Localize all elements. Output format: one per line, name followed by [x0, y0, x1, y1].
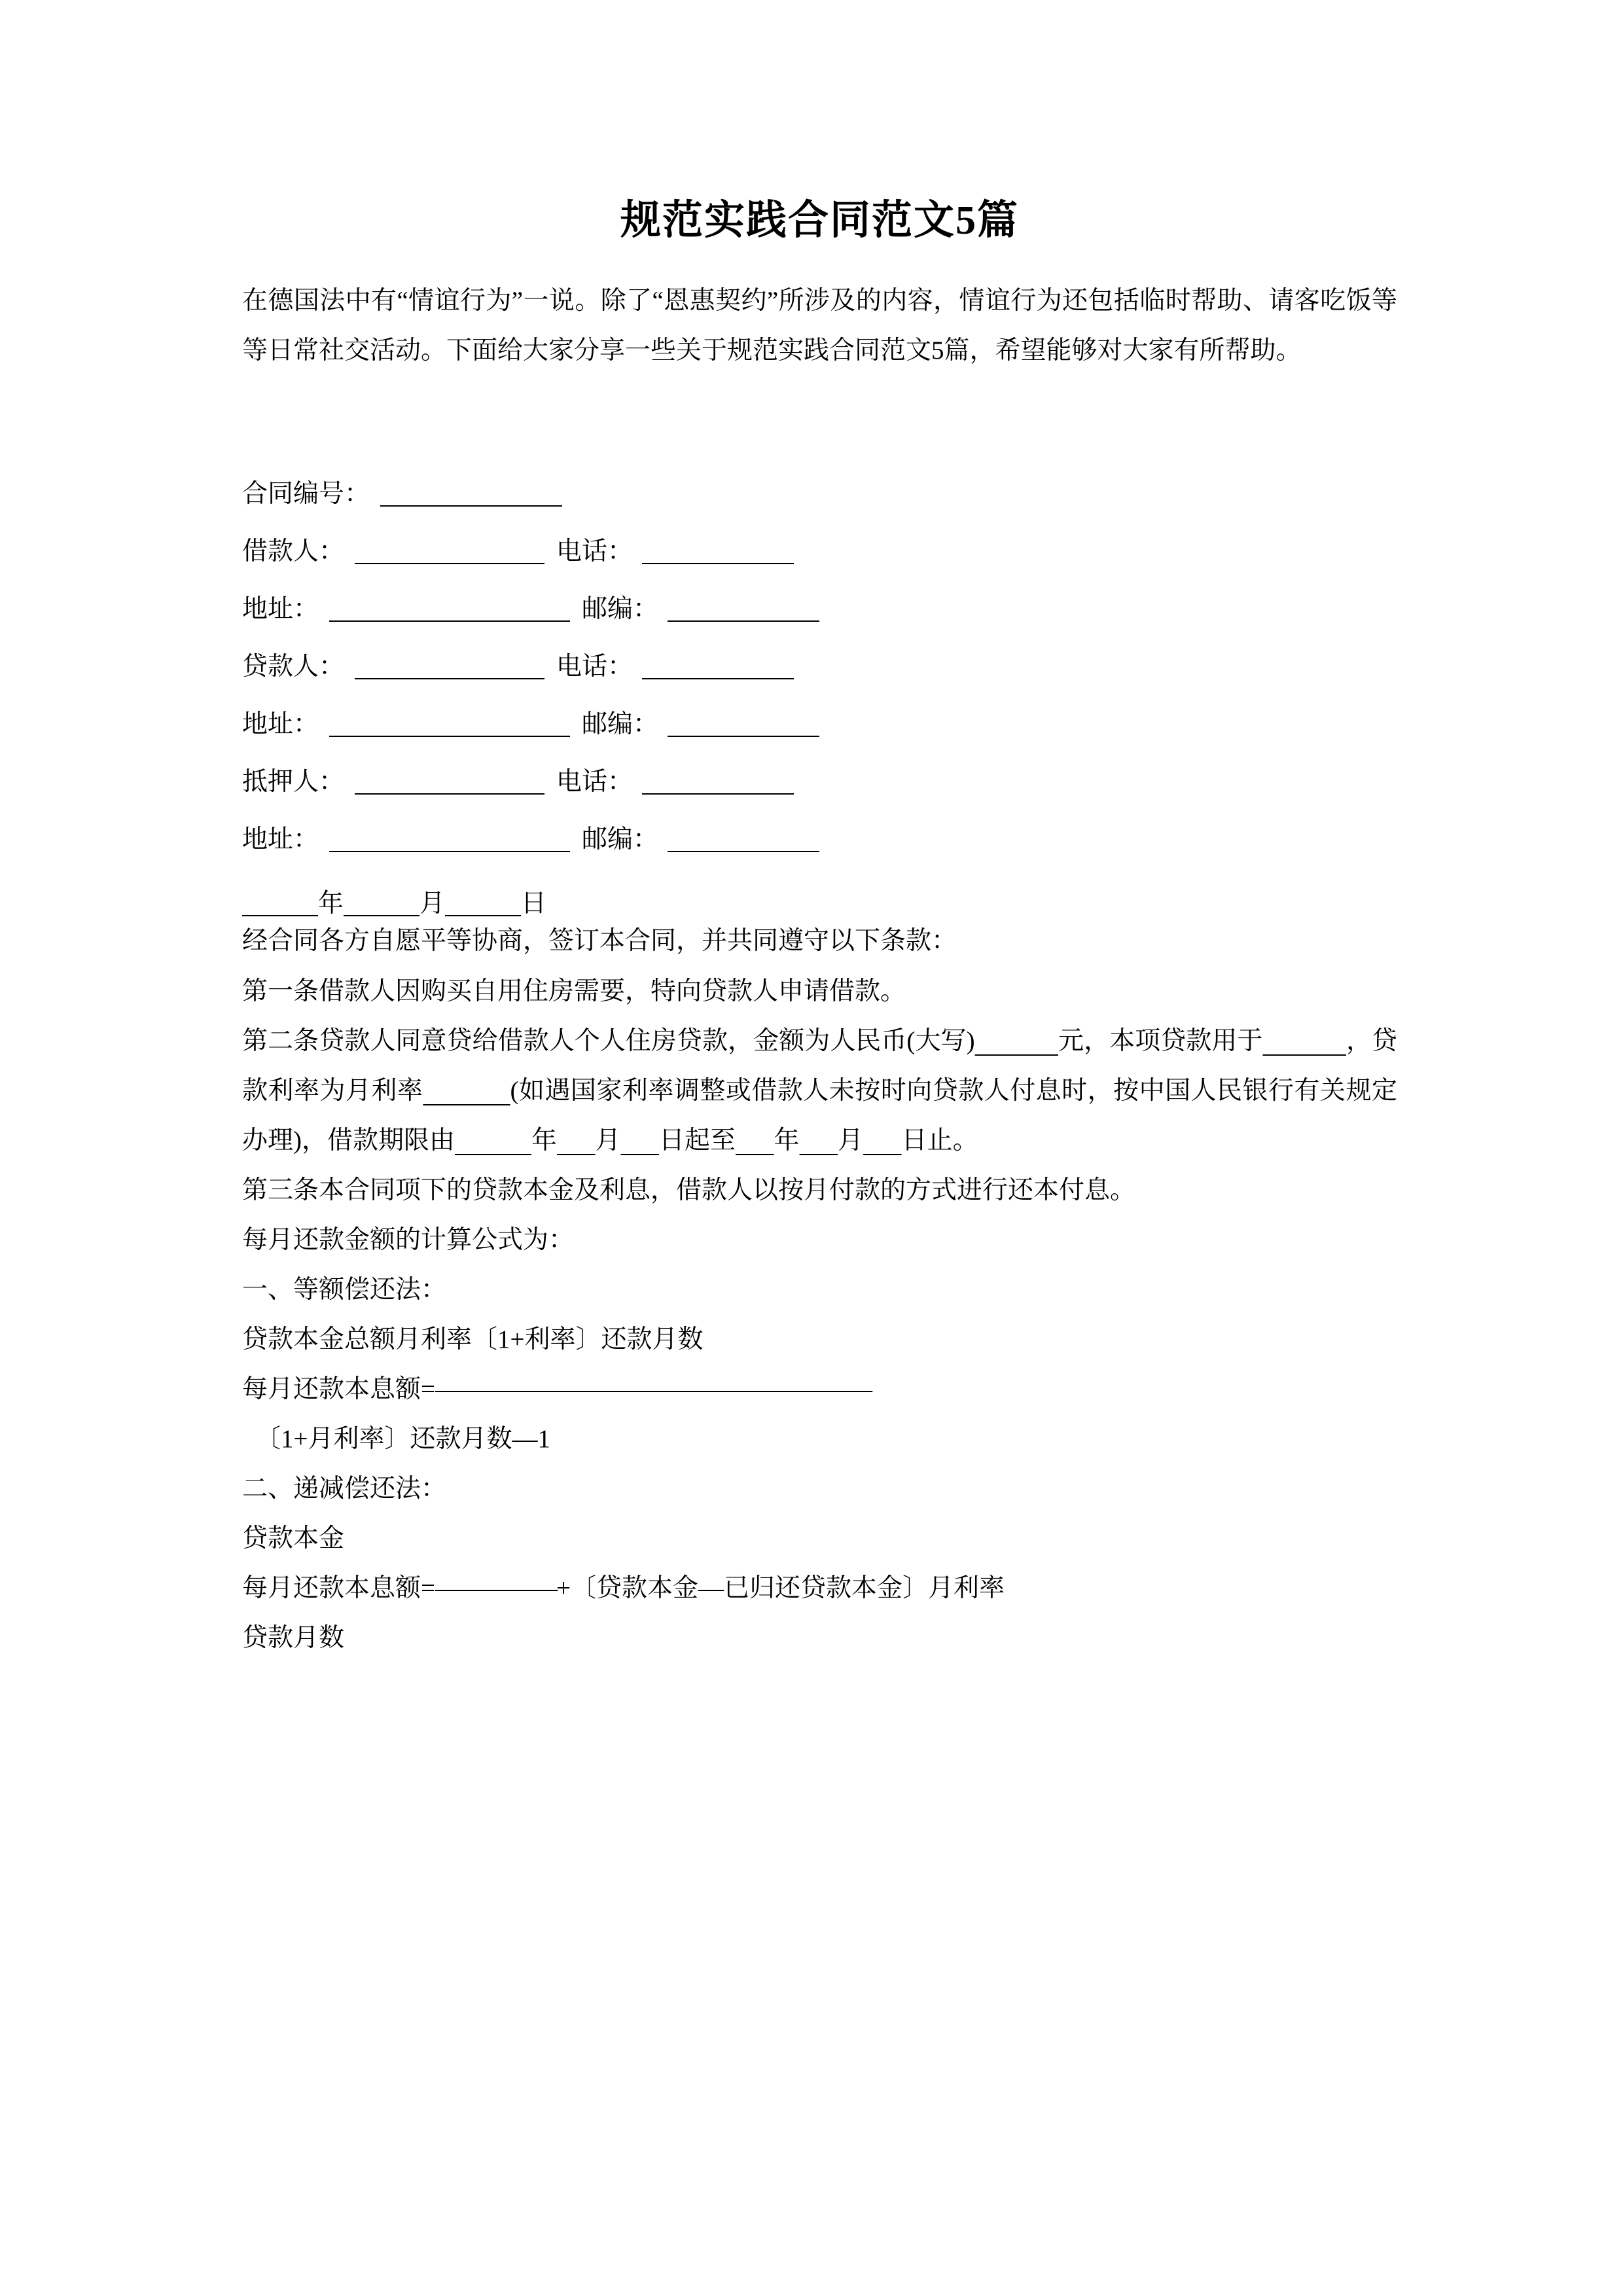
- method-1-numerator: 贷款本金总额月利率〔1+利率〕还款月数: [242, 1325, 704, 1354]
- mortgagor-postcode-label: 邮编：: [582, 825, 659, 854]
- lender-phone-label: 电话：: [556, 653, 633, 681]
- fraction-divider: ——————————————————: [435, 1374, 871, 1403]
- contract-number-input[interactable]: [380, 479, 562, 507]
- term-end-month-label: 月: [838, 1126, 864, 1155]
- clause-2-part-2: 元，本项贷款用于: [1058, 1026, 1263, 1055]
- mortgagor-input[interactable]: [355, 767, 544, 795]
- lender-postcode-label: 邮编：: [582, 710, 659, 739]
- form-row-contract-number: [242, 449, 1397, 507]
- mortgagor-address-input[interactable]: [329, 825, 570, 852]
- mortgagor-postcode-input[interactable]: [668, 825, 819, 852]
- term-start-day-label: 日起至: [659, 1126, 736, 1155]
- form-row-signing-date: [242, 856, 1397, 916]
- term-end-year-label: 年: [774, 1126, 800, 1155]
- form-row-borrower: [242, 507, 1397, 564]
- form-row-mortgagor: [242, 737, 1397, 795]
- term-start-month-label: 月: [595, 1126, 621, 1155]
- borrower-label: 借款人：: [242, 537, 345, 566]
- borrower-postcode-label: 邮编：: [582, 595, 659, 624]
- interest-rate-blank[interactable]: [423, 1077, 510, 1105]
- lender-phone-input[interactable]: [642, 652, 794, 679]
- day-label: 日: [521, 889, 547, 918]
- method-1-title: 一、等额偿还法：: [242, 1275, 447, 1304]
- year-label: 年: [318, 889, 344, 918]
- clause-2-part-1: 第二条贷款人同意贷给借款人个人住房贷款，金额为人民币(大写): [242, 1026, 975, 1055]
- method-2-numerator: 贷款本金: [242, 1524, 345, 1553]
- signing-year-input[interactable]: [242, 889, 318, 916]
- method-2-denominator: 贷款月数: [242, 1624, 345, 1653]
- lender-label: 贷款人：: [242, 653, 345, 681]
- method-2-equation-rest: +〔贷款本金—已归还贷款本金〕月利率: [556, 1574, 1005, 1603]
- method-1-denominator: 〔1+月利率〕还款月数—1: [255, 1424, 550, 1453]
- fraction-divider: —————: [435, 1574, 556, 1603]
- signing-month-input[interactable]: [344, 889, 419, 916]
- clause-2-part-3: ，贷款利率为月利率: [242, 1026, 1397, 1105]
- form-row-lender-address: [242, 679, 1397, 737]
- clause-3: 第三条本合同项下的贷款本金及利息，借款人以按月付款的方式进行还本付息。: [242, 1175, 1136, 1204]
- clause-1: 第一条借款人因购买自用住房需要，特向贷款人申请借款。: [242, 977, 906, 1005]
- page-title: 规范实践合同范文5篇: [620, 198, 1019, 243]
- spacer: [242, 376, 1397, 449]
- borrower-input[interactable]: [355, 537, 544, 564]
- method-2-equation-label: 每月还款本息额=: [242, 1574, 435, 1603]
- term-end-day-blank[interactable]: [863, 1126, 902, 1155]
- clause-2: [242, 1016, 1397, 1166]
- lender-address-input[interactable]: [329, 709, 570, 737]
- clause-2-part-4: (如遇国家利率调整或借款人未按时向贷款人付息时，按中国人民银行有关规定办理)，借款期限由: [242, 1076, 1397, 1155]
- month-label: 月: [419, 889, 446, 918]
- term-end-month-blank[interactable]: [800, 1126, 838, 1155]
- contract-form-fields: [242, 449, 1397, 916]
- preamble-text: 经合同各方自愿平等协商，签订本合同，并共同遵守以下条款：: [242, 927, 957, 956]
- mortgagor-phone-label: 电话：: [556, 768, 633, 797]
- lender-input[interactable]: [355, 652, 544, 679]
- borrower-postcode-input[interactable]: [668, 594, 819, 622]
- form-row-borrower-address: [242, 564, 1397, 622]
- borrower-phone-label: 电话：: [556, 537, 633, 566]
- lender-address-label: 地址：: [242, 710, 319, 739]
- loan-amount-blank[interactable]: [975, 1027, 1058, 1055]
- term-start-month-blank[interactable]: [557, 1126, 596, 1155]
- term-end-day-label: 日止。: [901, 1126, 978, 1155]
- borrower-address-input[interactable]: [329, 594, 570, 622]
- term-end-year-blank[interactable]: [736, 1126, 774, 1155]
- term-start-day-blank[interactable]: [621, 1126, 660, 1155]
- term-start-year-blank[interactable]: [455, 1126, 531, 1155]
- form-row-lender: [242, 622, 1397, 679]
- lender-postcode-input[interactable]: [668, 709, 819, 737]
- contract-number-label: 合同编号：: [242, 480, 370, 509]
- method-2-equation: [242, 1564, 1397, 1613]
- mortgagor-address-label: 地址：: [242, 825, 319, 854]
- term-start-year-label: 年: [531, 1126, 558, 1155]
- borrower-address-label: 地址：: [242, 595, 319, 624]
- mortgagor-phone-input[interactable]: [642, 767, 794, 795]
- formula-intro: 每月还款金额的计算公式为：: [242, 1225, 575, 1254]
- borrower-phone-input[interactable]: [642, 537, 794, 564]
- method-1-equation: [242, 1365, 1397, 1414]
- method-1-equation-label: 每月还款本息额=: [242, 1374, 435, 1403]
- method-2-title: 二、递减偿还法：: [242, 1475, 447, 1503]
- form-row-mortgagor-address: [242, 795, 1397, 852]
- loan-purpose-blank[interactable]: [1262, 1027, 1346, 1055]
- signing-day-input[interactable]: [445, 889, 521, 916]
- mortgagor-label: 抵押人：: [242, 768, 345, 797]
- intro-paragraph: 在德国法中有“情谊行为”一说。除了“恩惠契约”所涉及的内容，情谊行为还包括临时帮助、请客吃饭等等日常社交活动。下面给大家分享一些关于规范实践合同范文5篇，希望能够对大家有所帮助。: [242, 287, 1397, 365]
